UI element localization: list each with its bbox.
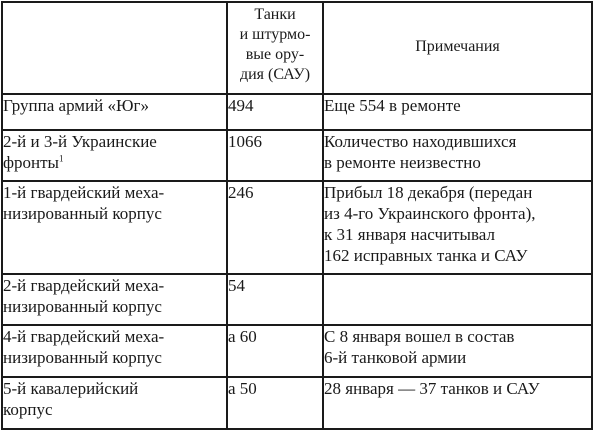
table-row	[2, 181, 592, 274]
unit-cell	[2, 377, 227, 429]
tanks-cell: 1066	[227, 130, 323, 181]
unit-name: 2-й и 3-й Украинские фронты	[3, 132, 157, 172]
tanks-cell: a 50	[227, 377, 323, 429]
unit-name: 2-й гвардейский меха- низированный корпус	[3, 276, 165, 316]
notes-cell: 28 января — 37 танков и САУ	[323, 377, 592, 429]
header-cell-unit	[2, 2, 227, 94]
notes-cell: Количество находившихся в ремонте неизвестно	[323, 130, 592, 181]
table-row	[2, 274, 592, 325]
unit-cell	[2, 325, 227, 377]
table-row	[2, 377, 592, 429]
tanks-cell: 494	[227, 94, 323, 130]
unit-name: Группа армий «Юг»	[3, 96, 149, 115]
unit-cell	[2, 274, 227, 325]
footnote-marker: 1	[58, 153, 64, 164]
header-cell-notes: Примечания	[323, 2, 592, 94]
unit-name: 1-й гвардейский меха- низированный корпус	[3, 183, 165, 223]
unit-cell	[2, 94, 227, 130]
unit-name: 4-й гвардейский меха- низированный корпус	[3, 327, 165, 367]
table-row	[2, 325, 592, 377]
notes-cell	[323, 274, 592, 325]
tanks-cell: a 60	[227, 325, 323, 377]
header-cell-tanks: Танки и штурмо- вые ору- дия (САУ)	[227, 2, 323, 94]
notes-cell: Прибыл 18 декабря (передан из 4-го Украинского фронта), к 31 января насчитывал 162 исправных танка и САУ	[323, 181, 592, 274]
unit-cell	[2, 181, 227, 274]
notes-cell: Еще 554 в ремонте	[323, 94, 592, 130]
notes-cell: С 8 января вошел в состав 6-й танковой армии	[323, 325, 592, 377]
unit-name: 5-й кавалерийский корпус	[3, 379, 139, 419]
forces-table	[1, 1, 593, 430]
table-row	[2, 94, 592, 130]
tanks-cell: 246	[227, 181, 323, 274]
unit-cell	[2, 130, 227, 181]
tanks-cell: 54	[227, 274, 323, 325]
table-row	[2, 130, 592, 181]
table-header-row	[2, 2, 592, 94]
